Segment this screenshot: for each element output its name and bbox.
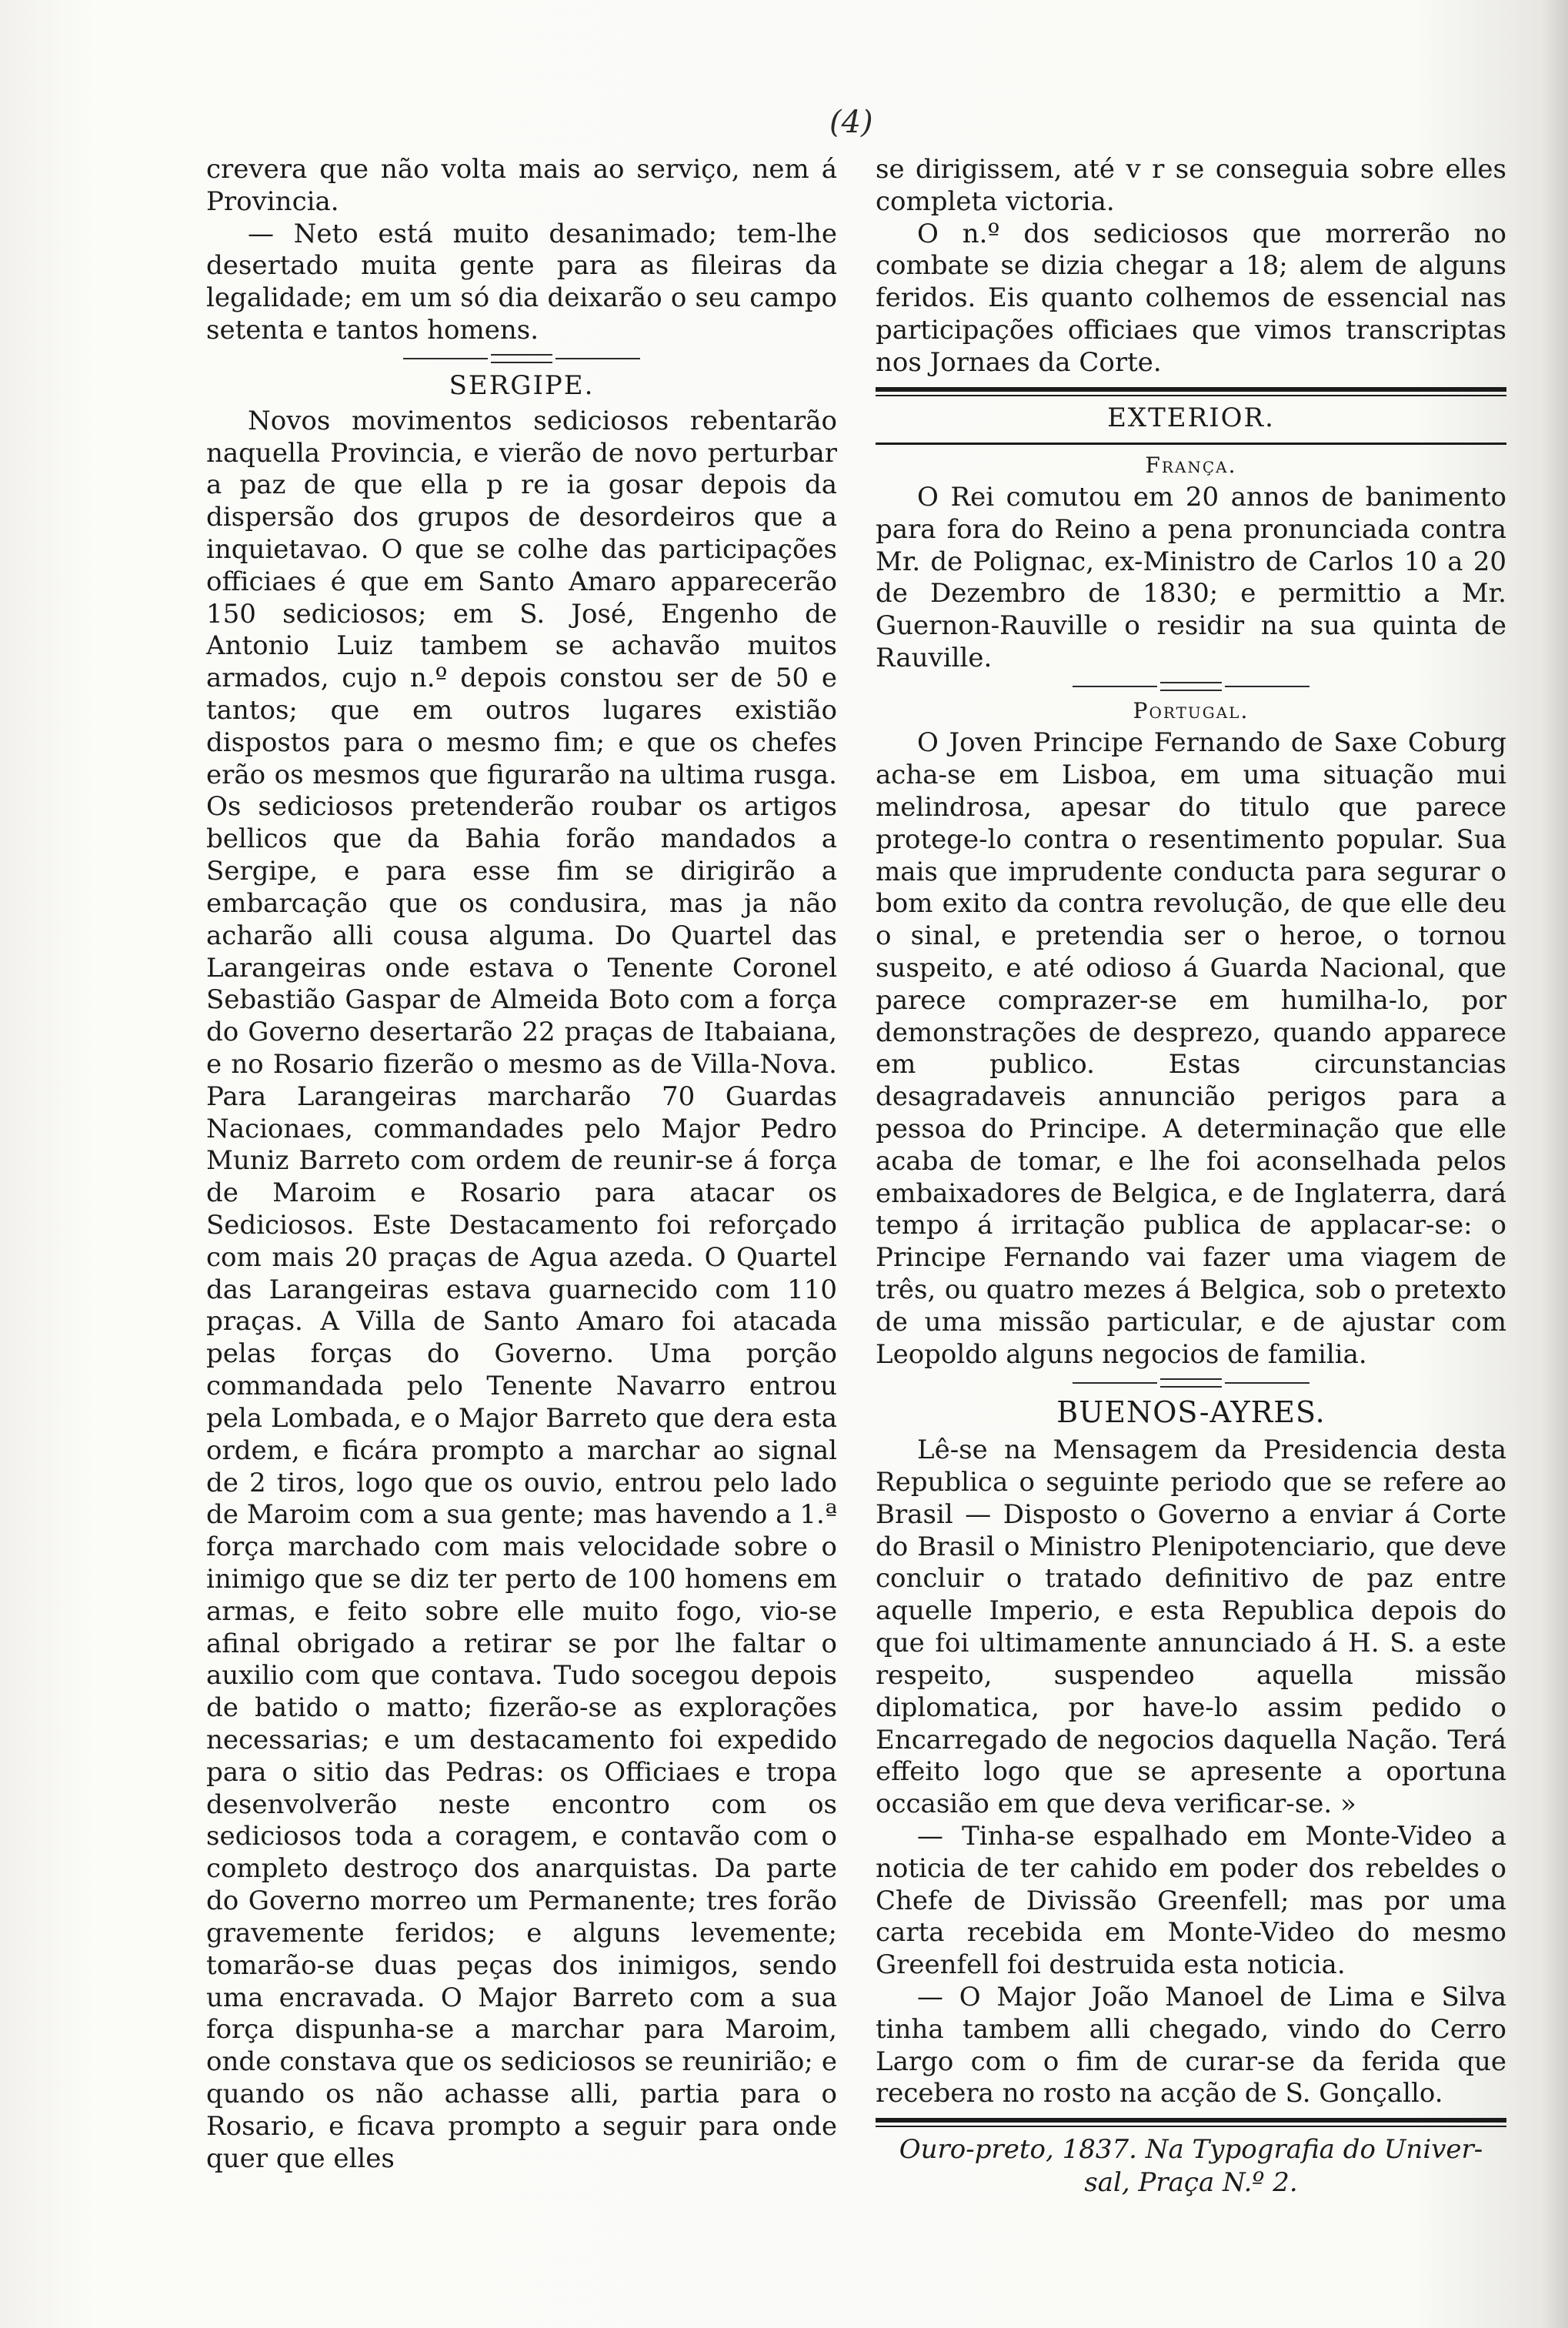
left-opening-text: crevera que não volta mais ao serviço, nem á Provincia. <box>206 154 837 217</box>
portugal-paragraph: O Joven Principe Fernando de Saxe Coburg acha-se em Lisboa, em uma situação mui melindrosa, apesar do titulo que parece protege-lo contra o resentimento popular. Sua mais que imprudente conducta para segurar o bom exito da contra revolução, de que elle deu o sinal, e pretendia ser o heroe, o tornou suspeito, e até odioso á Guarda Nacional, que parece comprazer-se em humilha-lo, por demonstrações de desprezo, quando apparece em publico. Estas circunstancias desagradaveis annuncião perigos para a pessoa do Principe. A determinação que elle acaba de tomar, e lhe foi aconselhada pelos embaixadores de Belgica, e de Inglaterra, dará tempo á irritação publica de applacar-se: o Principe Fernando vai fazer uma viagem de três, ou quatro mezes á Belgica, sob o pretexto de uma missão particular, e de ajustar com Leopoldo alguns negocios de familia. <box>876 727 1506 1370</box>
left-column <box>206 154 837 2175</box>
portugal-ornament <box>876 681 1506 692</box>
franca-heading: França. <box>1145 452 1237 478</box>
colophon-line-1: Ouro-preto, 1837. Na Typografia do Univer- <box>899 2134 1483 2166</box>
colophon <box>876 2133 1506 2199</box>
exterior-heading: EXTERIOR. <box>1107 402 1275 433</box>
sergipe-paragraph: Novos movimentos sediciosos rebentarão naquella Provincia, e vierão de novo perturbar a paz de que ella p re ia gosar depois da dispersão dos grupos de desordeiros que a inquietavao. O que se colhe das participações officiaes é que em Santo Amaro apparecerão 150 sediciosos; em S. José, Engenho de Antonio Luiz tambem se achavão muitos armados, cujo n.º depois constou ser de 50 e tantos; que em outros lugares existião dispostos para o mesmo fim; e que os chefes erão os mesmos que figurarão na ultima rusga. Os sediciosos pretenderão roubar os artigos bellicos que da Bahia forão mandados a Sergipe, e para esse fim se dirigirão a embarcação que os condusira, mas ja não acharão alli cousa alguma. Do Quartel das Larangeiras onde estava o Tenente Coronel Sebastião Gaspar de Almeida Boto com a força do Governo desertarão 22 praças de Itabaiana, e no Rosario fizerão o mesmo as de Villa-Nova. Para Larangeiras marcharão 70 Guardas Nacionaes, commandades pelo Major Pedro Muniz Barreto com ordem de reunir-se á força de Maroim e Rosario para atacar os Sediciosos. Este Destacamento foi reforçado com mais 20 praças de Agua azeda. O Quartel das Larangeiras estava guarnecido com 110 praças. A Villa de Santo Amaro foi atacada pelas forças do Governo. Uma porção commandada pelo Tenente Navarro entrou pela Lombada, e o Major Barreto que dera esta ordem, e ficára prompto a marchar ao signal de 2 tiros, logo que os ouvio, entrou pelo lado de Maroim com a sua gente; mas havendo a 1.ª força marchado com mais velocidade sobre o inimigo que se diz ter perto de 100 homens em armas, e feito sobre elle muito fogo, vio-se afinal obrigado a retirar se por lhe faltar o auxilio com que contava. Tudo socegou depois de batido o matto; fizerão-se as explorações necessarias; e um destacamento foi expedido para o sitio das Pedras: os Officiaes e tropa desenvolverão neste encontro com os sediciosos toda a coragem, e contavão com o completo destroço dos anarquistas. Da parte do Governo morreo um Permanente; tres forão gravemente feridos; e alguns levemente; tomarão-se duas peças dos inimigos, sendo uma encravada. O Major Barreto com a sua força dispunha-se a marchar para Maroim, onde constava que os sediciosos se reunirião; e quando os não achasse alli, partia para o Rosario, e ficava prompto a seguir para onde quer que elles <box>206 405 837 2174</box>
section-divider-rule <box>876 387 1506 396</box>
buenos-ayres-heading: BUENOS-AYRES. <box>1056 1394 1326 1429</box>
sergipe-heading: SERGIPE. <box>449 369 595 401</box>
casualties-paragraph: O n.º dos sediciosos que morrerão no combate se dizia chegar a 18; alem de alguns feridos. Eis quanto colhemos de essencial nas participações officiaes que vimos transcriptas nos Jornaes da Corte. <box>876 218 1506 378</box>
right-column <box>876 154 1506 2199</box>
franca-paragraph: O Rei comutou em 20 annos de banimento para fora do Reino a pena pronunciada contra Mr. de Polignac, ex-Ministro de Carlos 10 a 20 de Dezembro de 1830; e permittio a Mr. Guernon-Rauville o residir na sua quinta de Rauville. <box>876 481 1506 673</box>
portugal-heading: Portugal. <box>1133 697 1249 723</box>
page-number: (4) <box>829 105 873 140</box>
right-continuation-text: se dirigissem, até v r se conseguia sobre elles completa victoria. <box>876 154 1506 217</box>
colophon-line-2: sal, Praça N.º 2. <box>1084 2166 1298 2198</box>
section-ornament <box>206 353 837 364</box>
exterior-underline <box>876 443 1506 445</box>
page-edge-shadow <box>1540 0 1568 2328</box>
colophon-rule <box>876 2118 1506 2127</box>
greenfell-paragraph: — Tinha-se espalhado em Monte-Video a noticia de ter cahido em poder dos rebeldes o Chefe de Divissão Greenfell; mas por uma carta recebida em Monte-Video do mesmo Greenfell foi destruida esta noticia. <box>876 1820 1506 1981</box>
buenos-ayres-paragraph: Lê-se na Mensagem da Presidencia desta Republica o seguinte periodo que se refere ao Brasil — Disposto o Governo a enviar á Corte do Brasil o Ministro Plenipotenciario, que deve concluir o tratado definitivo de paz entre aquelle Imperio, e esta Republica depois do que foi ultimamente annunciado á H. S. a este respeito, suspendeo aquella missão diplomatica, por have-lo assim pedido o Encarregado de negocios daquella Nação. Terá effeito logo que se apresente a oportuna occasião em que deva verificar-se. » <box>876 1435 1506 1820</box>
buenos-ayres-ornament <box>876 1378 1506 1388</box>
major-paragraph: — O Major João Manoel de Lima e Silva tinha tambem alli chegado, vindo do Cerro Largo com o fim de curar-se da ferida que recebera no rosto na acção de S. Gonçallo. <box>876 1982 1506 2109</box>
neto-paragraph: — Neto está muito desanimado; tem-lhe desertado muita gente para as fileiras da legalidade; em um só dia deixarão o seu campo setenta e tantos homens. <box>206 218 837 346</box>
